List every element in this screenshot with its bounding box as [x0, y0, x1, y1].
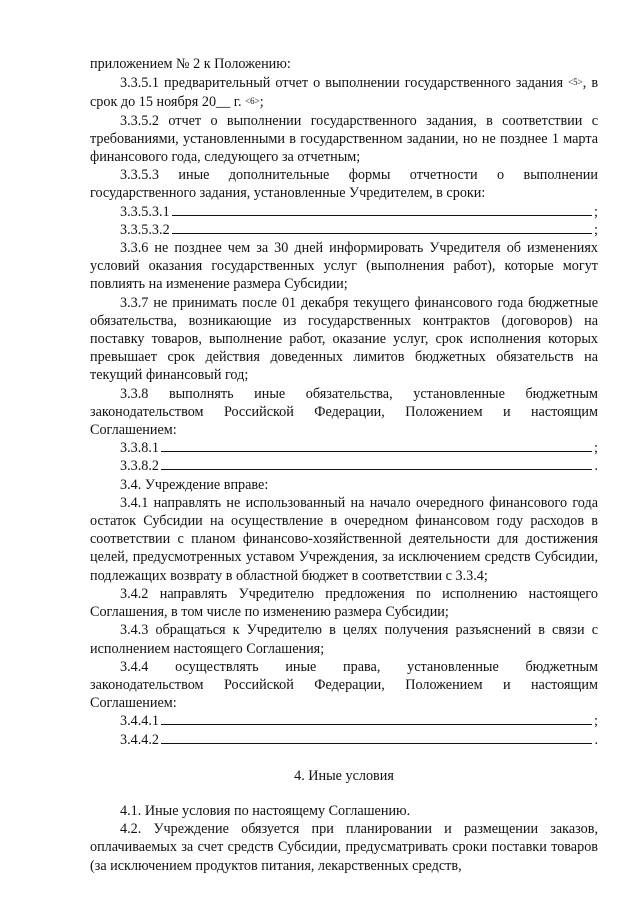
- clause-3-4: 3.4. Учреждение вправе:: [120, 476, 269, 493]
- clause-3-3-5-1-end: ;: [259, 94, 264, 111]
- clause-3-3-5-2: 3.3.5.2 отчет о выполнении государственного задания, в соответствии с требованиями, установленными в государственном задании, но не позднее 1 марта финансового года, следующего за отчетным;: [90, 112, 598, 166]
- clause-3-4-2: 3.4.2 направлять Учредителю предложения по исполнению настоящего Соглашения, в том числе по изменению размера Субсидии;: [90, 585, 598, 621]
- clause-3-3-6: 3.3.6 не позднее чем за 30 дней информировать Учредителя об изменениях условий оказания государственных услуг (выполнения работ), которые могут повлиять на изменение размера Субсидии;: [90, 240, 598, 293]
- clause-3-4-3: 3.4.3 обращаться к Учредителю в целях получения разъяснений в связи с исполнением настоящего Соглашения;: [90, 622, 598, 657]
- clause-4-2: 4.2. Учреждение обязуется при планировании и размещении заказов, оплачиваемых за счет средств Субсидии, предусматривать сроки поставки товаров (за исключением продуктов питания, лекарственных средств,: [90, 821, 598, 874]
- clause-3-3-5-1: [90, 73, 598, 111]
- fill-line-end: .: [594, 458, 598, 475]
- blank-underline: [161, 450, 592, 452]
- fill-line-label: 3.4.4.2: [120, 731, 160, 748]
- clause-3-4-1: 3.4.1 направлять не использованный на начало очередного финансового года остаток Субсидии на осуществление в очередном финансовом году расходов в соответствии с планом финансово-хозяйственной деятельности для достижения целей, предусмотренных уставом Учреждения, за исключением средств Субсидии, подлежащих возврату в областной бюджет в соответствии с 3.3.4;: [90, 494, 598, 584]
- fill-line-end: ;: [594, 221, 598, 238]
- document-page: [90, 55, 598, 875]
- clause-4-1: 4.1. Иные условия по настоящему Соглашению.: [120, 802, 411, 819]
- fill-line-label: 3.3.8.1: [120, 440, 160, 457]
- fill-line-end: ;: [594, 203, 598, 220]
- fill-line-3-3-8-1: [90, 439, 598, 457]
- fill-line-end: ;: [594, 440, 598, 457]
- blank-underline: [161, 468, 592, 470]
- fill-line-end: .: [594, 731, 598, 748]
- blank-underline: [172, 232, 592, 234]
- fill-line-3-3-5-3-2: [90, 221, 598, 239]
- fill-line-label: 3.4.4.1: [120, 713, 160, 730]
- fill-line-label: 3.3.5.3.1: [120, 203, 170, 220]
- fill-line-3-4-4-2: [90, 731, 598, 749]
- blank-underline: [161, 723, 592, 725]
- fill-line-end: ;: [594, 713, 598, 730]
- clause-3-3-8: 3.3.8 выполнять иные обязательства, установленные бюджетным законодательством Российской Федерации, Положением и настоящим Соглашением:: [90, 385, 598, 439]
- footnote-ref-6: <6>: [245, 96, 260, 107]
- clause-3-3-5-1-text: 3.3.5.1 предварительный отчет о выполнении государственного задания: [120, 75, 564, 92]
- section-heading: 4. Иные условия: [294, 767, 394, 784]
- fill-line-label: 3.3.8.2: [120, 458, 160, 475]
- blank-underline: [161, 742, 592, 744]
- clause-3-4-4: 3.4.4 осуществлять иные права, установленные бюджетным законодательством Российской Федерации, Положением и настоящим Соглашением:: [90, 658, 598, 712]
- fill-line-3-3-5-3-1: [90, 203, 598, 221]
- clause-3-3-5-3: 3.3.5.3 иные дополнительные формы отчетности о выполнении государственного задания, установленные Учредителем, в сроки:: [90, 167, 598, 202]
- clause-3-3-5-1-deadline: , в срок до 15 ноября 20__ г.: [90, 75, 599, 111]
- blank-underline: [172, 214, 592, 216]
- fill-line-3-3-8-2: [90, 457, 598, 475]
- paragraph-intro: приложением № 2 к Положению:: [90, 56, 291, 72]
- clause-3-3-7: 3.3.7 не принимать после 01 декабря текущего финансового года бюджетные обязательства, возникающие из государственных контрактов (договоров) на поставку товаров, выполнение работ, оказание услуг, срок исполнения которых превышает срок действия доведенных лимитов бюджетных обязательств на текущий финансовый год;: [90, 294, 598, 384]
- fill-line-label: 3.3.5.3.2: [120, 221, 170, 238]
- footnote-ref-5: <5>: [568, 77, 583, 88]
- fill-line-3-4-4-1: [90, 712, 598, 730]
